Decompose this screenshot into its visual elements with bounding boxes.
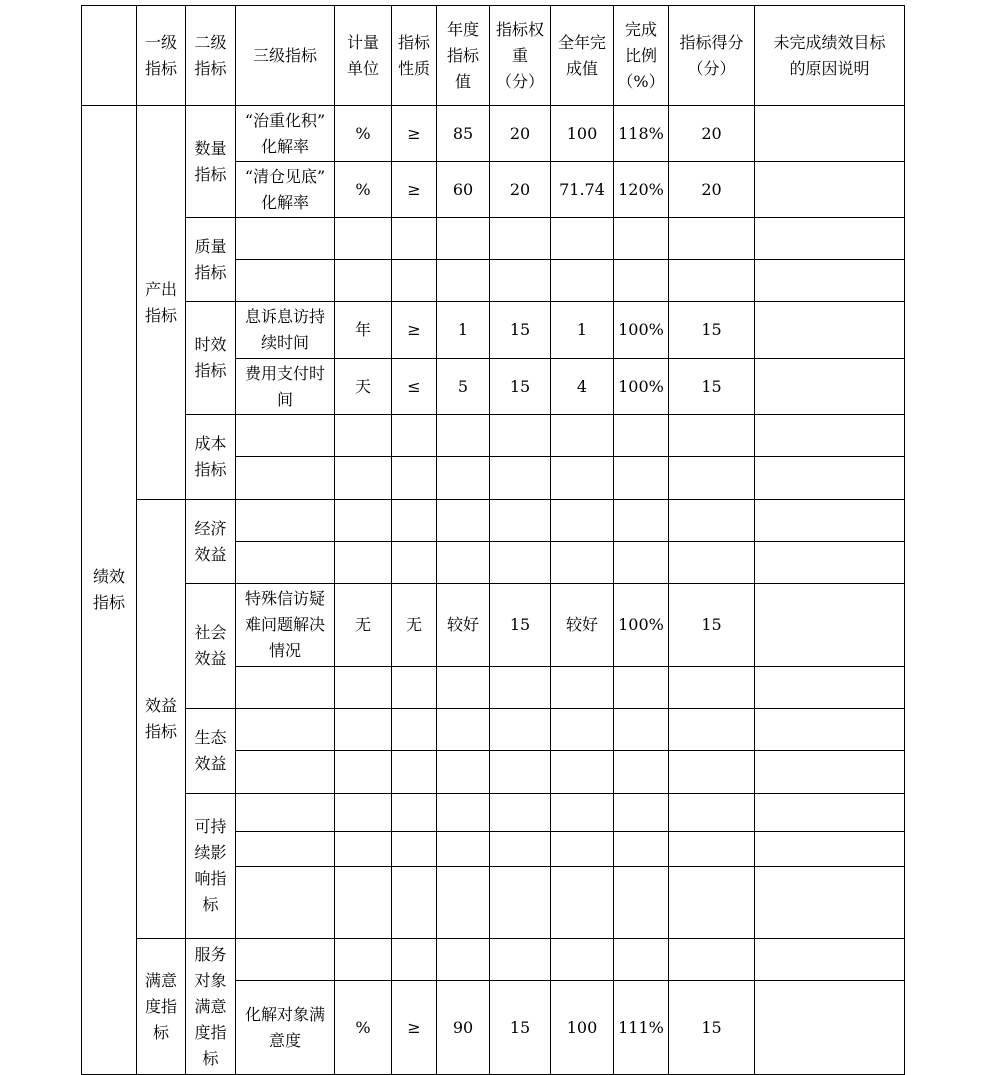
- nature-cell: 无: [392, 584, 437, 667]
- table-row: [82, 709, 905, 751]
- empty-cell: [236, 832, 335, 867]
- empty-cell: [437, 832, 490, 867]
- empty-cell: [669, 794, 755, 832]
- ratio-cell: 111%: [614, 981, 669, 1075]
- unit-cell: 无: [335, 584, 392, 667]
- empty-cell: [551, 794, 614, 832]
- empty-cell: [490, 500, 551, 542]
- header-nature: 指标 性质: [392, 6, 437, 106]
- empty-cell: [335, 415, 392, 457]
- header-actual: 全年完 成值: [551, 6, 614, 106]
- empty-cell: [437, 794, 490, 832]
- empty-cell: [490, 457, 551, 500]
- empty-cell: [392, 500, 437, 542]
- actual-cell: 71.74: [551, 162, 614, 218]
- actual-cell: 1: [551, 302, 614, 359]
- empty-cell: [392, 667, 437, 709]
- empty-cell: [392, 794, 437, 832]
- empty-cell: [335, 867, 392, 939]
- group-benefit: 效益 指标: [137, 500, 186, 939]
- empty-cell: [551, 832, 614, 867]
- subgroup-social: 社会 效益: [186, 584, 236, 709]
- target-cell: 85: [437, 106, 490, 162]
- unit-cell: %: [335, 106, 392, 162]
- nature-cell: ≤: [392, 359, 437, 415]
- header-ratio: 完成 比例 （%）: [614, 6, 669, 106]
- empty-cell: [551, 867, 614, 939]
- empty-cell: [755, 867, 905, 939]
- group-output: 产出 指标: [137, 106, 186, 500]
- empty-cell: [490, 415, 551, 457]
- empty-cell: [551, 218, 614, 260]
- indicator-name: “治重化积” 化解率: [236, 106, 335, 162]
- table-row: [82, 302, 905, 359]
- header-unit: 计量 单位: [335, 6, 392, 106]
- empty-cell: [392, 751, 437, 794]
- empty-cell: [614, 939, 669, 981]
- empty-cell: [490, 751, 551, 794]
- empty-cell: [490, 542, 551, 584]
- subgroup-service: 服务 对象 满意 度指 标: [186, 939, 236, 1075]
- empty-cell: [551, 939, 614, 981]
- table-row: [82, 106, 905, 162]
- empty-cell: [669, 260, 755, 302]
- empty-cell: [755, 939, 905, 981]
- empty-cell: [437, 709, 490, 751]
- empty-cell: [614, 500, 669, 542]
- empty-cell: [755, 218, 905, 260]
- score-cell: 15: [669, 359, 755, 415]
- empty-cell: [490, 709, 551, 751]
- score-cell: 15: [669, 584, 755, 667]
- header-reason: 未完成绩效目标 的原因说明: [755, 6, 905, 106]
- empty-cell: [236, 939, 335, 981]
- ratio-cell: 118%: [614, 106, 669, 162]
- reason-cell: [755, 162, 905, 218]
- empty-cell: [437, 667, 490, 709]
- empty-cell: [490, 832, 551, 867]
- empty-cell: [755, 751, 905, 794]
- empty-cell: [551, 751, 614, 794]
- empty-cell: [614, 542, 669, 584]
- empty-cell: [614, 260, 669, 302]
- empty-cell: [437, 218, 490, 260]
- empty-cell: [392, 415, 437, 457]
- unit-cell: %: [335, 162, 392, 218]
- empty-cell: [614, 415, 669, 457]
- unit-cell: 年: [335, 302, 392, 359]
- empty-cell: [614, 751, 669, 794]
- reason-cell: [755, 981, 905, 1075]
- actual-cell: 100: [551, 981, 614, 1075]
- unit-cell: 天: [335, 359, 392, 415]
- empty-cell: [490, 260, 551, 302]
- header-level1: 一级 指标: [137, 6, 186, 106]
- empty-cell: [551, 542, 614, 584]
- empty-cell: [437, 260, 490, 302]
- header-row: [82, 6, 905, 106]
- indicator-name: 费用支付时 间: [236, 359, 335, 415]
- empty-cell: [755, 542, 905, 584]
- ratio-cell: 100%: [614, 359, 669, 415]
- score-cell: 15: [669, 302, 755, 359]
- nature-cell: ≥: [392, 106, 437, 162]
- empty-cell: [669, 867, 755, 939]
- weight-cell: 15: [490, 302, 551, 359]
- empty-cell: [335, 832, 392, 867]
- empty-cell: [335, 457, 392, 500]
- empty-cell: [236, 667, 335, 709]
- empty-cell: [614, 794, 669, 832]
- weight-cell: 15: [490, 359, 551, 415]
- target-cell: 90: [437, 981, 490, 1075]
- empty-cell: [236, 218, 335, 260]
- nature-cell: ≥: [392, 162, 437, 218]
- empty-cell: [490, 794, 551, 832]
- empty-cell: [669, 751, 755, 794]
- empty-cell: [437, 542, 490, 584]
- table-row: [82, 794, 905, 832]
- empty-cell: [437, 867, 490, 939]
- empty-cell: [755, 500, 905, 542]
- weight-cell: 20: [490, 106, 551, 162]
- subgroup-economic: 经济 效益: [186, 500, 236, 584]
- table-row: [82, 939, 905, 981]
- subgroup-quantity: 数量 指标: [186, 106, 236, 218]
- target-cell: 5: [437, 359, 490, 415]
- empty-cell: [236, 751, 335, 794]
- score-cell: 15: [669, 981, 755, 1075]
- empty-cell: [392, 867, 437, 939]
- empty-cell: [437, 500, 490, 542]
- header-target: 年度 指标 值: [437, 6, 490, 106]
- subgroup-cost: 成本 指标: [186, 415, 236, 500]
- empty-cell: [490, 667, 551, 709]
- indicator-name: 特殊信访疑 难问题解决 情况: [236, 584, 335, 667]
- empty-cell: [614, 667, 669, 709]
- empty-cell: [437, 751, 490, 794]
- empty-cell: [236, 500, 335, 542]
- header-score: 指标得分 （分）: [669, 6, 755, 106]
- empty-cell: [236, 867, 335, 939]
- ratio-cell: 120%: [614, 162, 669, 218]
- empty-cell: [392, 542, 437, 584]
- nature-cell: ≥: [392, 302, 437, 359]
- reason-cell: [755, 584, 905, 667]
- indicator-name: 化解对象满 意度: [236, 981, 335, 1075]
- reason-cell: [755, 359, 905, 415]
- empty-cell: [614, 832, 669, 867]
- header-empty-cell: [82, 6, 137, 106]
- empty-cell: [392, 709, 437, 751]
- empty-cell: [669, 218, 755, 260]
- empty-cell: [236, 260, 335, 302]
- empty-cell: [335, 751, 392, 794]
- empty-cell: [392, 832, 437, 867]
- empty-cell: [236, 794, 335, 832]
- actual-cell: 4: [551, 359, 614, 415]
- empty-cell: [551, 457, 614, 500]
- empty-cell: [236, 542, 335, 584]
- empty-cell: [669, 939, 755, 981]
- empty-cell: [392, 260, 437, 302]
- performance-indicator-table: [81, 5, 905, 1075]
- empty-cell: [335, 709, 392, 751]
- empty-cell: [755, 832, 905, 867]
- empty-cell: [669, 500, 755, 542]
- actual-cell: 100: [551, 106, 614, 162]
- root-label: 绩效 指标: [82, 106, 137, 1075]
- empty-cell: [614, 867, 669, 939]
- score-cell: 20: [669, 106, 755, 162]
- table-row: [82, 584, 905, 667]
- empty-cell: [669, 709, 755, 751]
- subgroup-ecological: 生态 效益: [186, 709, 236, 794]
- empty-cell: [551, 500, 614, 542]
- empty-cell: [614, 218, 669, 260]
- empty-cell: [551, 415, 614, 457]
- empty-cell: [437, 457, 490, 500]
- ratio-cell: 100%: [614, 584, 669, 667]
- empty-cell: [669, 542, 755, 584]
- table-row: [82, 500, 905, 542]
- weight-cell: 20: [490, 162, 551, 218]
- unit-cell: %: [335, 981, 392, 1075]
- empty-cell: [236, 415, 335, 457]
- empty-cell: [392, 218, 437, 260]
- subgroup-quality: 质量 指标: [186, 218, 236, 302]
- empty-cell: [335, 500, 392, 542]
- weight-cell: 15: [490, 981, 551, 1075]
- empty-cell: [490, 218, 551, 260]
- empty-cell: [551, 667, 614, 709]
- reason-cell: [755, 106, 905, 162]
- empty-cell: [437, 415, 490, 457]
- indicator-name: 息诉息访持 续时间: [236, 302, 335, 359]
- empty-cell: [236, 457, 335, 500]
- weight-cell: 15: [490, 584, 551, 667]
- empty-cell: [669, 415, 755, 457]
- empty-cell: [755, 415, 905, 457]
- score-cell: 20: [669, 162, 755, 218]
- empty-cell: [392, 457, 437, 500]
- header-level3: 三级指标: [236, 6, 335, 106]
- empty-cell: [614, 457, 669, 500]
- empty-cell: [392, 939, 437, 981]
- empty-cell: [335, 542, 392, 584]
- empty-cell: [551, 260, 614, 302]
- header-weight: 指标权 重 （分）: [490, 6, 551, 106]
- empty-cell: [236, 709, 335, 751]
- empty-cell: [335, 260, 392, 302]
- empty-cell: [437, 939, 490, 981]
- empty-cell: [335, 218, 392, 260]
- empty-cell: [669, 667, 755, 709]
- actual-cell: 较好: [551, 584, 614, 667]
- table-row: [82, 218, 905, 260]
- empty-cell: [551, 709, 614, 751]
- empty-cell: [755, 667, 905, 709]
- empty-cell: [755, 260, 905, 302]
- target-cell: 较好: [437, 584, 490, 667]
- empty-cell: [335, 939, 392, 981]
- subgroup-timeliness: 时效 指标: [186, 302, 236, 415]
- subgroup-sustainable: 可持 续影 响指 标: [186, 794, 236, 939]
- indicator-name: “清仓见底” 化解率: [236, 162, 335, 218]
- empty-cell: [669, 832, 755, 867]
- header-level2: 二级 指标: [186, 6, 236, 106]
- empty-cell: [755, 794, 905, 832]
- nature-cell: ≥: [392, 981, 437, 1075]
- ratio-cell: 100%: [614, 302, 669, 359]
- empty-cell: [755, 457, 905, 500]
- empty-cell: [669, 457, 755, 500]
- target-cell: 1: [437, 302, 490, 359]
- empty-cell: [614, 709, 669, 751]
- empty-cell: [335, 794, 392, 832]
- reason-cell: [755, 302, 905, 359]
- target-cell: 60: [437, 162, 490, 218]
- group-satisfaction: 满意 度指 标: [137, 939, 186, 1075]
- empty-cell: [490, 867, 551, 939]
- empty-cell: [335, 667, 392, 709]
- empty-cell: [755, 709, 905, 751]
- empty-cell: [490, 939, 551, 981]
- table-row: [82, 415, 905, 457]
